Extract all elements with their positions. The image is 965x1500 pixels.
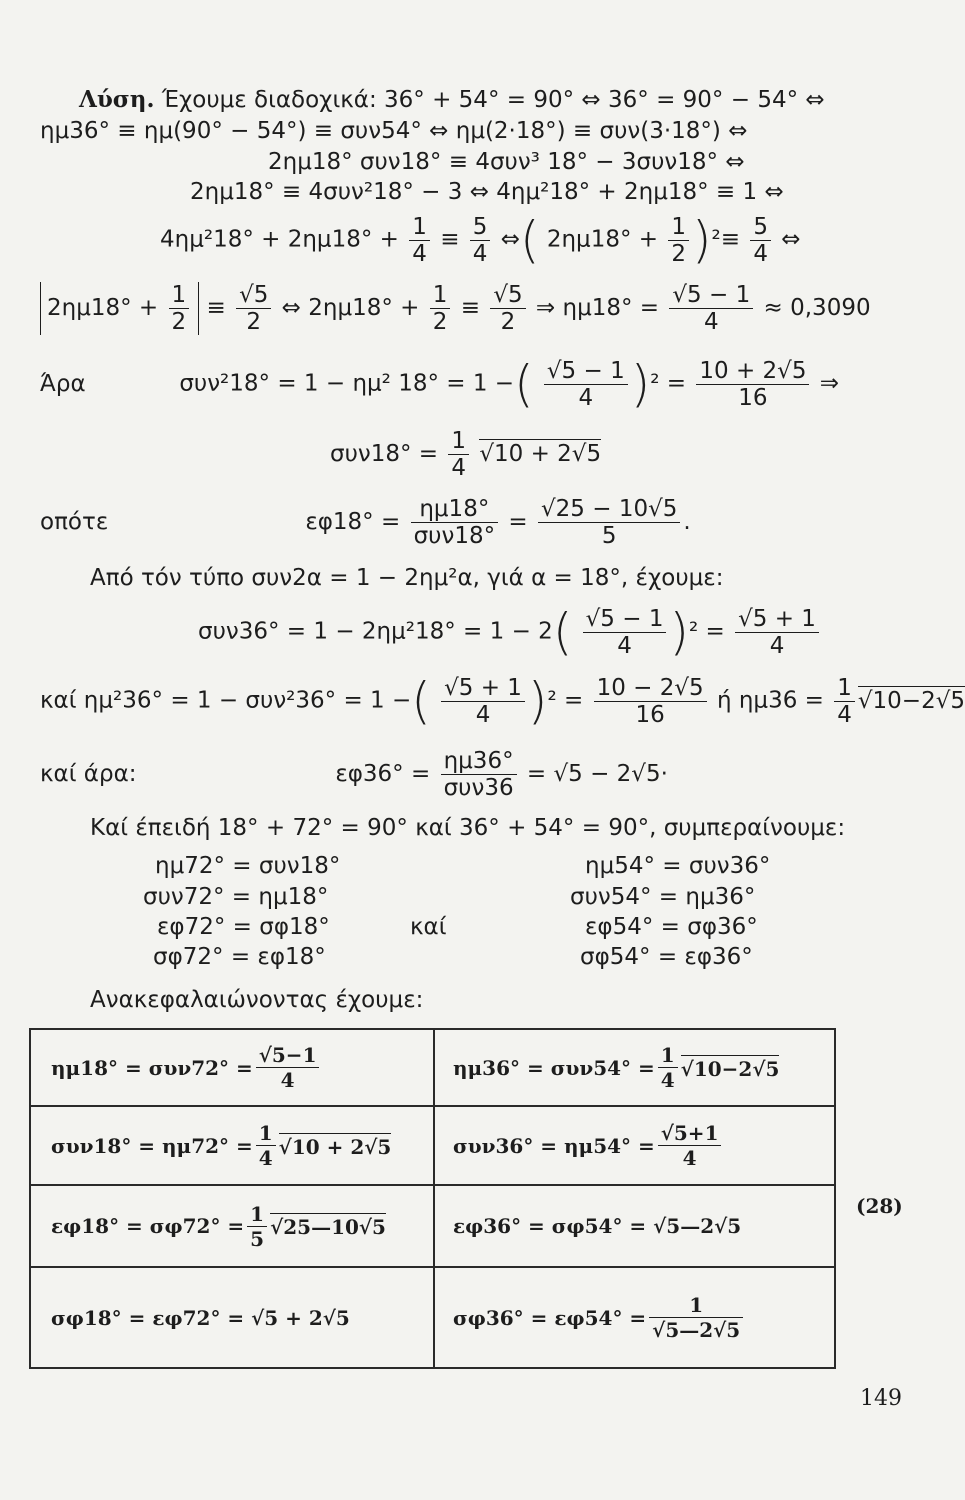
relation-right-3: εφ54° = σφ36° <box>585 914 758 940</box>
solution-line-8: συν18° = $\frac{1}{4}$ √10 + 2√5 <box>330 428 602 481</box>
solution-line-1 <box>79 86 825 114</box>
approx-value: ≈ 0,3090 <box>763 295 871 321</box>
relation-left-4: σφ72° = εφ18° <box>153 944 326 970</box>
relation-left-1: ημ72° = συν18° <box>155 853 341 879</box>
table-cell-sin36: ημ36° = συν54° = $\frac{1}{4}$ √10−2√5 <box>453 1043 780 1092</box>
table-cell-tan36: εφ36° = σφ54° = √5—2√5 <box>453 1214 742 1238</box>
solution-line-11: συν36° = 1 − 2ημ²18° = 1 − 2( $\frac{√5 - 1}{4}$ )² = $\frac{√5 + 1}{4}$ <box>198 604 822 660</box>
fraction-tan18: $\frac{√25 - 10√5}{5}$ <box>538 496 680 549</box>
ara-label: Άρα <box>40 370 86 397</box>
radical-sin36: √10−2√5 <box>857 687 965 714</box>
table-cell-tan18: εφ18° = σφ72° = $\frac{1}{5}$ √25—10√5 <box>51 1201 386 1251</box>
solution-heading: Λύση. <box>79 86 155 113</box>
solution-line-7: Άρα συν²18° = 1 − ημ² 18° = 1 −( $\frac{√5 - 1}{4}$ )² = $\frac{10 + 2√5}{16}$ ⇒ <box>40 355 840 413</box>
fraction-1-2: $\frac{1}{2}$ <box>668 214 689 267</box>
fraction-sqrt5-2-b: $\frac{√5}{2}$ <box>490 282 525 335</box>
table-cell-cos36: συν36° = ημ54° = $\frac{√5+1}{4}$ <box>453 1107 724 1184</box>
solution-line-5: 4ημ²18° + 2ημ18° + $\frac{1}{4}$ ≡ $\frac{5}{4}$ ⇔( 2ημ18° + $\frac{1}{2}$ )²≡ $\frac{5}{4}$ ⇔ <box>160 211 801 269</box>
relation-right-4: σφ54° = εφ36° <box>580 944 753 970</box>
table-cell-cot36: σφ36° = εφ54° = $\frac{1}{√5—2√5}$ <box>453 1268 746 1367</box>
summary-text: Ανακεφαλαιώνοντας έχουμε: <box>90 987 424 1013</box>
relation-left-3: εφ72° = σφ18° <box>157 914 330 940</box>
kai-ara-label: καί άρα: <box>40 761 137 787</box>
solution-line-14: Καί έπειδή 18° + 72° = 90° καί 36° + 54° = 90°, συμπεραίνουμε: <box>90 815 846 841</box>
fraction-cos2-18: $\frac{10 + 2√5}{16}$ <box>696 358 809 411</box>
solution-line-10: Από τόν τύπο συν2α = 1 − 2ημ²α, γιά α = 18°, έχουμε: <box>90 565 724 591</box>
line-5-squared: ²≡ <box>711 226 741 253</box>
relation-right-2: συν54° = ημ36° <box>570 884 756 910</box>
equation-number: (28) <box>856 1194 903 1218</box>
fraction-1-4: $\frac{1}{4}$ <box>409 214 430 267</box>
line-5-iff: ⇔ <box>500 226 521 253</box>
solution-line-9: οπότε εφ18° = ημ18° συν18° = $\frac{√25 - 10√5}{5}$ . <box>40 496 691 549</box>
line-5-equiv: ≡ <box>440 226 460 253</box>
radical-cos18: √10 + 2√5 <box>479 441 602 467</box>
solution-line-12: καί ημ²36° = 1 − συν²36° = 1 −( $\frac{√5 + 1}{4}$ )² = $\frac{10 - 2√5}{16}$ ή ημ36 = $\frac{1}{4}$ √10−2√5 <box>40 672 965 730</box>
fraction-sqrt5-2: $\frac{√5}{2}$ <box>236 282 271 335</box>
relation-kai: καί <box>410 914 447 940</box>
relation-right-1: ημ54° = συν36° <box>585 853 771 879</box>
opote-label: οπότε <box>40 509 109 535</box>
relation-left-2: συν72° = ημ18° <box>143 884 329 910</box>
fraction-1-2-b: $\frac{1}{2}$ <box>430 282 451 335</box>
table-cell-cot18: σφ18° = εφ72° = √5 + 2√5 <box>51 1305 350 1330</box>
solution-line-13: καί άρα: εφ36° = ημ36° συν36 = √5 − 2√5· <box>40 748 668 801</box>
line-1-text: Έχουμε διαδοχικά: 36° + 54° = 90° ⇔ 36° = 90° − 54° ⇔ <box>161 87 825 113</box>
absolute-value: 2ημ18° + $\frac{1}{2}$ <box>40 282 199 335</box>
line-5-part-a: 4ημ²18° + 2ημ18° + <box>160 226 399 253</box>
summary-table <box>29 1028 836 1369</box>
solution-line-6: 2ημ18° + $\frac{1}{2}$ ≡ $\frac{√5}{2}$ ⇔ 2ημ18° + $\frac{1}{2}$ ≡ $\frac{√5}{2}$ ⇒ ημ18° = $\frac{√5 - 1}{4}$ ≈ 0,3090 <box>40 282 871 335</box>
solution-line-3: 2ημ18° συν18° ≡ 4συν³ 18° − 3συν18° ⇔ <box>268 149 745 175</box>
fraction-5-4: $\frac{5}{4}$ <box>470 214 491 267</box>
line-5-part-d: 2ημ18° + <box>546 226 659 253</box>
table-divider <box>433 1030 435 1367</box>
table-cell-cos18: συν18° = ημ72° = $\frac{1}{4}$ √10 + 2√5 <box>51 1121 392 1170</box>
fraction-5-4-b: $\frac{5}{4}$ <box>750 214 771 267</box>
fraction-cos36: $\frac{√5 + 1}{4}$ <box>735 606 819 659</box>
solution-line-4: 2ημ18° ≡ 4συν²18° − 3 ⇔ 4ημ²18° + 2ημ18° ≡ 1 ⇔ <box>190 179 784 205</box>
table-cell-sin18: ημ18° = συν72° = $\frac{√5-1}{4}$ <box>51 1030 322 1105</box>
solution-line-2: ημ36° ≡ ημ(90° − 54°) ≡ συν54° ⇔ ημ(2·18°) ≡ συν(3·18°) ⇔ <box>40 118 748 144</box>
page-number: 149 <box>860 1386 902 1411</box>
fraction-sin18: $\frac{√5 - 1}{4}$ <box>669 282 753 335</box>
